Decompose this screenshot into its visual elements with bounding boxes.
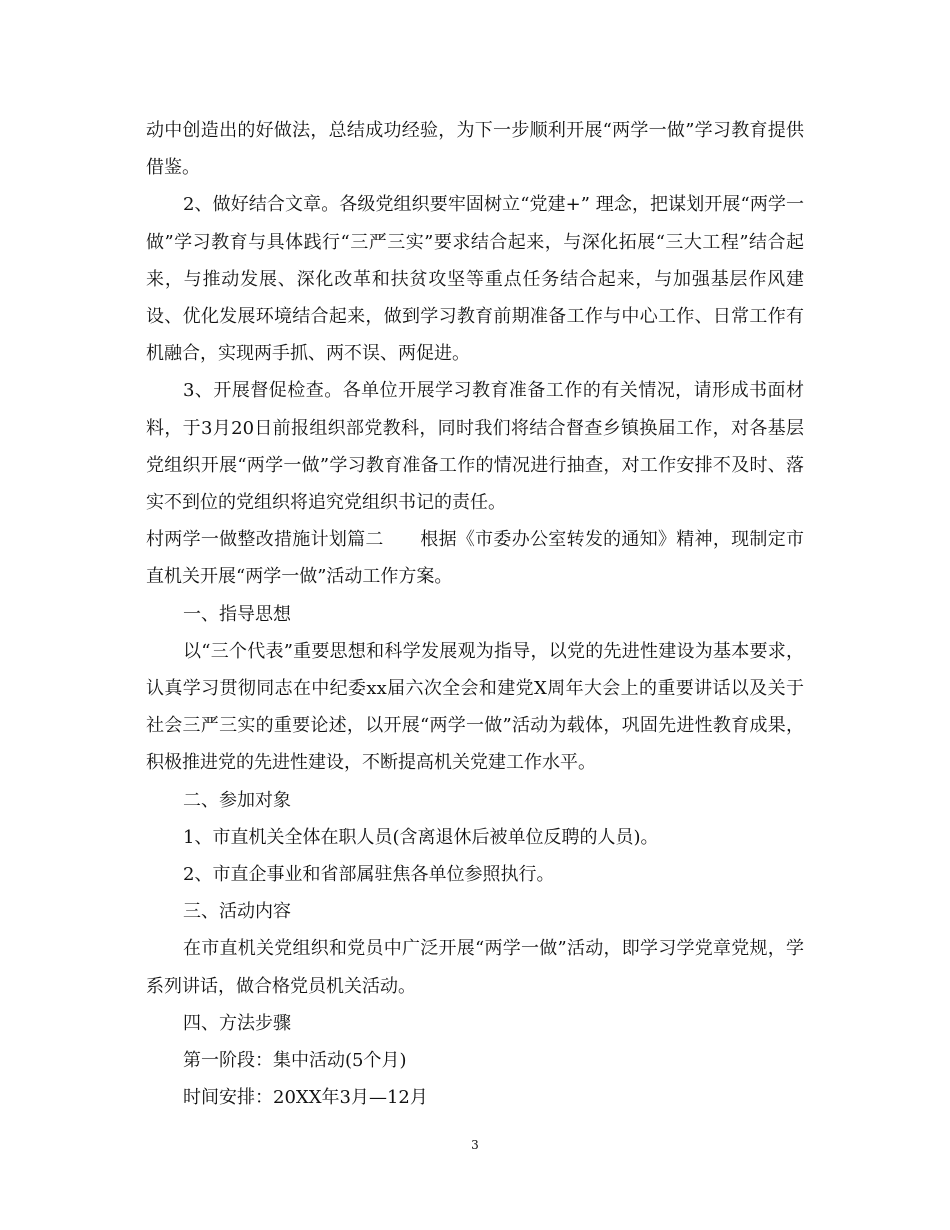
section-title-paragraph: 村两学一做整改措施计划篇二 根据《市委办公室转发的通知》精神，现制定市直机关开展“两学一做”活动工作方案。 <box>146 529 804 588</box>
document-body <box>146 112 804 1116</box>
paragraph-participants-2: 2、市直企事业和省部属驻焦各单位参照执行。 <box>183 864 555 886</box>
paragraph-item-3: 3、开展督促检查。各单位开展学习教育准备工作的有关情况，请形成书面材料，于3月20日前报组织部党教科，同时我们将结合督查乡镇换届工作，对各基层党组织开展“两学一做”学习教育准备工作的情况进行抽查，对工作安排不及时、落实不到位的党组织将追究党组织书记的责任。 <box>146 380 804 514</box>
paragraph-continuation: 动中创造出的好做法，总结成功经验，为下一步顺利开展“两学一做”学习教育提供借鉴。 <box>146 120 804 179</box>
paragraph-guiding-ideology: 以“三个代表”重要思想和科学发展观为指导，以党的先进性建设为基本要求，认真学习贯彻同志在中纪委xx届六次全会和建党X周年大会上的重要讲话以及关于社会三严三实的重要论述，以开展“两学一做”活动为载体，巩固先进性教育成果，积极推进党的先进性建设，不断提高机关党建工作水平。 <box>146 640 804 774</box>
paragraph-time-schedule: 时间安排：20XX年3月—12月 <box>183 1087 428 1109</box>
paragraph-activity-content: 在市直机关党组织和党员中广泛开展“两学一做”活动，即学习学党章党规，学系列讲话，做合格党员机关活动。 <box>146 938 804 997</box>
heading-guiding-ideology: 一、指导思想 <box>183 603 291 625</box>
heading-participants: 二、参加对象 <box>183 789 291 811</box>
heading-method-steps: 四、方法步骤 <box>183 1012 291 1034</box>
heading-activity-content: 三、活动内容 <box>183 901 291 923</box>
paragraph-item-2: 2、做好结合文章。各级党组织要牢固树立“党建+” 理念，把谋划开展“两学一做”学习教育与具体践行“三严三实”要求结合起来，与深化拓展“三大工程”结合起来，与推动发展、深化改革和扶贫攻坚等重点任务结合起来，与加强基层作风建设、优化发展环境结合起来，做到学习教育前期准备工作与中心工作、日常工作有机融合，实现两手抓、两不误、两促进。 <box>146 194 804 365</box>
page-number: 3 <box>471 1138 479 1152</box>
paragraph-participants-1: 1、市直机关全体在职人员(含离退休后被单位反聘的人员)。 <box>183 826 659 848</box>
paragraph-stage-one: 第一阶段：集中活动(5个月) <box>183 1050 407 1072</box>
